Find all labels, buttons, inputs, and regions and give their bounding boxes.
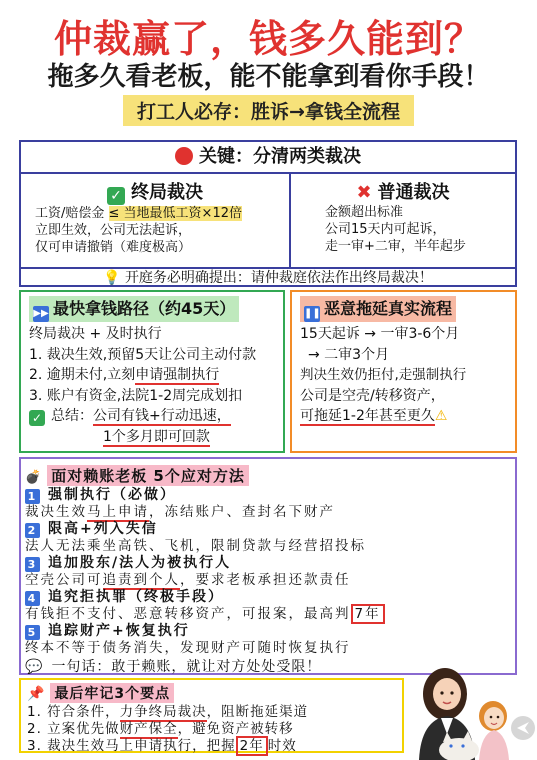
key-footer-text: 开庭务必明确提出：请仲裁庭依法作出终局裁决！ <box>124 270 433 286</box>
method-1-desc-pre: 裁决生效 <box>25 504 87 520</box>
method-3-desc-highlight: 追责到个人 <box>102 572 180 588</box>
fast-line-5 <box>29 406 275 427</box>
fast-forward-icon: ▶▶ <box>33 306 49 322</box>
final-line-1-pre: 工资/赔偿金 <box>35 206 105 221</box>
fast-line-2: 1. 裁决生效,预留5天让公司主动付款 <box>29 346 257 363</box>
fast-line-6-highlight: 1个多月即可回款 <box>103 428 210 445</box>
remember-line-2 <box>27 721 396 738</box>
method-1-desc-highlight: 马上申请 <box>87 504 149 520</box>
normal-line-3: 走一审+二审，半年起步 <box>325 239 466 254</box>
method-4-desc <box>25 606 511 623</box>
remember-line-1-post: ，阻断拖延渠道 <box>206 704 309 720</box>
method-2-head <box>25 521 511 538</box>
remember-line-1-highlight: 力争终局裁决 <box>119 704 207 720</box>
method-5-head <box>25 623 511 640</box>
slow-line-1: 15天起诉 → 一审3-6个月 <box>300 326 460 342</box>
slow-line-3: 判决生效仍拒付,走强制执行 <box>300 367 467 383</box>
method-3-head <box>25 555 511 572</box>
woman-face <box>433 678 461 710</box>
remember-line-1 <box>27 704 396 721</box>
remember-line-3-highlight: 2年 <box>236 736 268 756</box>
bulb-icon: 💡 <box>103 270 121 286</box>
final-ruling-title-text: 终局裁决 <box>131 182 203 203</box>
num-2-icon: 2 <box>25 523 40 538</box>
speech-icon: 💬 <box>25 659 44 675</box>
num-1-icon: 1 <box>25 489 40 504</box>
fast-path-box <box>19 290 285 453</box>
num-3-icon: 3 <box>25 557 40 572</box>
slow-line-4: 公司是空壳/转移资产， <box>300 387 445 404</box>
key-footer <box>21 267 515 287</box>
fast-line-6 <box>29 427 275 448</box>
remember-line-3 <box>27 738 396 755</box>
final-ruling-title <box>21 178 289 205</box>
method-4-desc-highlight: 7年 <box>351 604 385 624</box>
normal-ruling-title <box>291 178 515 204</box>
cross-icon: ✖ <box>356 182 372 203</box>
fast-line-3-highlight: 申请强制执行 <box>135 367 220 383</box>
method-1-desc <box>25 504 511 521</box>
child-face <box>484 707 504 729</box>
page-subtitle: 拖多久看老板，能不能拿到看你手段！ <box>47 62 490 92</box>
child-dress <box>479 730 509 760</box>
fast-line-3-pre: 2. 逾期未付,立刻 <box>29 367 136 383</box>
fast-path-title <box>29 296 239 322</box>
method-4-head <box>25 589 511 606</box>
remember-box <box>19 678 404 753</box>
fast-line-5-highlight: 公司有钱+行动迅速， <box>93 408 231 424</box>
num-4-icon: 4 <box>25 591 40 606</box>
remember-line-2-post: ，避免资产被转移 <box>177 721 294 737</box>
remember-line-3-pre: 3. 裁决生效马上申请执行，把握 <box>27 738 236 754</box>
fast-path-title-text: 最快拿钱路径（约45天） <box>53 299 236 318</box>
method-1-head <box>25 487 511 504</box>
check-icon: ✓ <box>107 187 125 205</box>
methods-box <box>19 457 517 675</box>
method-5-desc <box>25 640 511 657</box>
remember-line-3-post: 时效 <box>267 738 297 754</box>
normal-line-2: 公司15天内可起诉， <box>325 222 446 237</box>
method-4-head-text: 追究拒执罪（终极手段） <box>48 589 224 605</box>
num-5-icon: 5 <box>25 625 40 640</box>
warning-icon: ⚠ <box>434 408 448 424</box>
methods-title: 面对赖账老板 5个应对方法 <box>47 465 249 486</box>
final-line-1-highlight: ≤ 当地最低工资×12倍 <box>108 206 242 221</box>
normal-ruling-column <box>291 174 515 267</box>
method-3-head-text: 追加股东/法人为被执行人 <box>48 555 232 571</box>
method-2-head-text: 限高+列入失信 <box>48 521 158 537</box>
pin-icon: 📌 <box>27 686 45 702</box>
method-3-desc-post: ，要求老板承担还款责任 <box>180 572 351 588</box>
pause-icon: ❚❚ <box>304 306 320 322</box>
method-3-desc-pre: 空壳公司可 <box>25 572 103 588</box>
banner-wrap <box>0 95 537 126</box>
red-circle-icon <box>175 147 193 165</box>
method-4-desc-pre: 有钱拒不支付、恶意转移资产，可报案，最高判 <box>25 606 351 622</box>
method-3-desc <box>25 572 511 589</box>
remember-line-1-pre: 1. 符合条件， <box>27 704 120 720</box>
check-icon: ✓ <box>29 410 45 426</box>
normal-line-1: 金额超出标准 <box>325 205 404 220</box>
method-2-desc-pre: 法人无法乘坐高铁、飞机，限制贷款与经营招投标 <box>25 538 366 554</box>
key-header-text: 关键：分清两类裁决 <box>199 146 361 167</box>
fast-line-4: 3. 账户有资金,法院1-2周完成划扣 <box>29 387 243 404</box>
page-title: 仲裁赢了，钱多久能到？ <box>53 17 483 61</box>
fast-line-3 <box>29 365 275 386</box>
illustration-woman-child-cat <box>405 660 537 760</box>
slow-path-box <box>290 290 517 453</box>
slow-path-title <box>300 296 456 322</box>
fast-line-5-pre: 总结： <box>51 408 93 424</box>
slow-line-2: → 二审3个月 <box>308 346 390 363</box>
normal-ruling-title-text: 普通裁决 <box>377 182 450 203</box>
method-1-desc-post: ，冻结账户、查封名下财产 <box>149 504 335 520</box>
method-5-desc-pre: 终本不等于债务消失，发现财产可随时恢复执行 <box>25 640 351 656</box>
remember-title: 最后牢记3个要点 <box>50 683 174 703</box>
final-line-1 <box>21 205 289 222</box>
final-line-2: 立即生效，公司无法起诉， <box>35 223 192 238</box>
remember-line-2-pre: 2. 立案优先做 <box>27 721 120 737</box>
key-box <box>19 140 517 287</box>
remember-line-2-highlight: 财产保全 <box>119 721 178 737</box>
fast-line-1: 终局裁决 + 及时执行 <box>29 326 162 342</box>
method-1-head-text: 强制执行（必做） <box>48 487 176 503</box>
final-line-3: 仅可申请撤销（难度极高） <box>35 240 192 255</box>
banner: 打工人必存：胜诉→拿钱全流程 <box>123 95 414 126</box>
methods-summary-text: 一句话：敢于赖账，就让对方处处受限！ <box>51 659 322 675</box>
slow-line-5-highlight: 可拖延1-2年甚至更久 <box>300 408 435 424</box>
slow-line-5 <box>300 406 507 427</box>
key-header <box>21 142 515 174</box>
method-5-head-text: 追踪财产+恢复执行 <box>48 623 190 639</box>
method-2-desc <box>25 538 511 555</box>
final-ruling-column <box>21 174 291 267</box>
slow-path-title-text: 恶意拖延真实流程 <box>324 299 453 318</box>
bomb-icon: 💣 <box>25 470 42 485</box>
